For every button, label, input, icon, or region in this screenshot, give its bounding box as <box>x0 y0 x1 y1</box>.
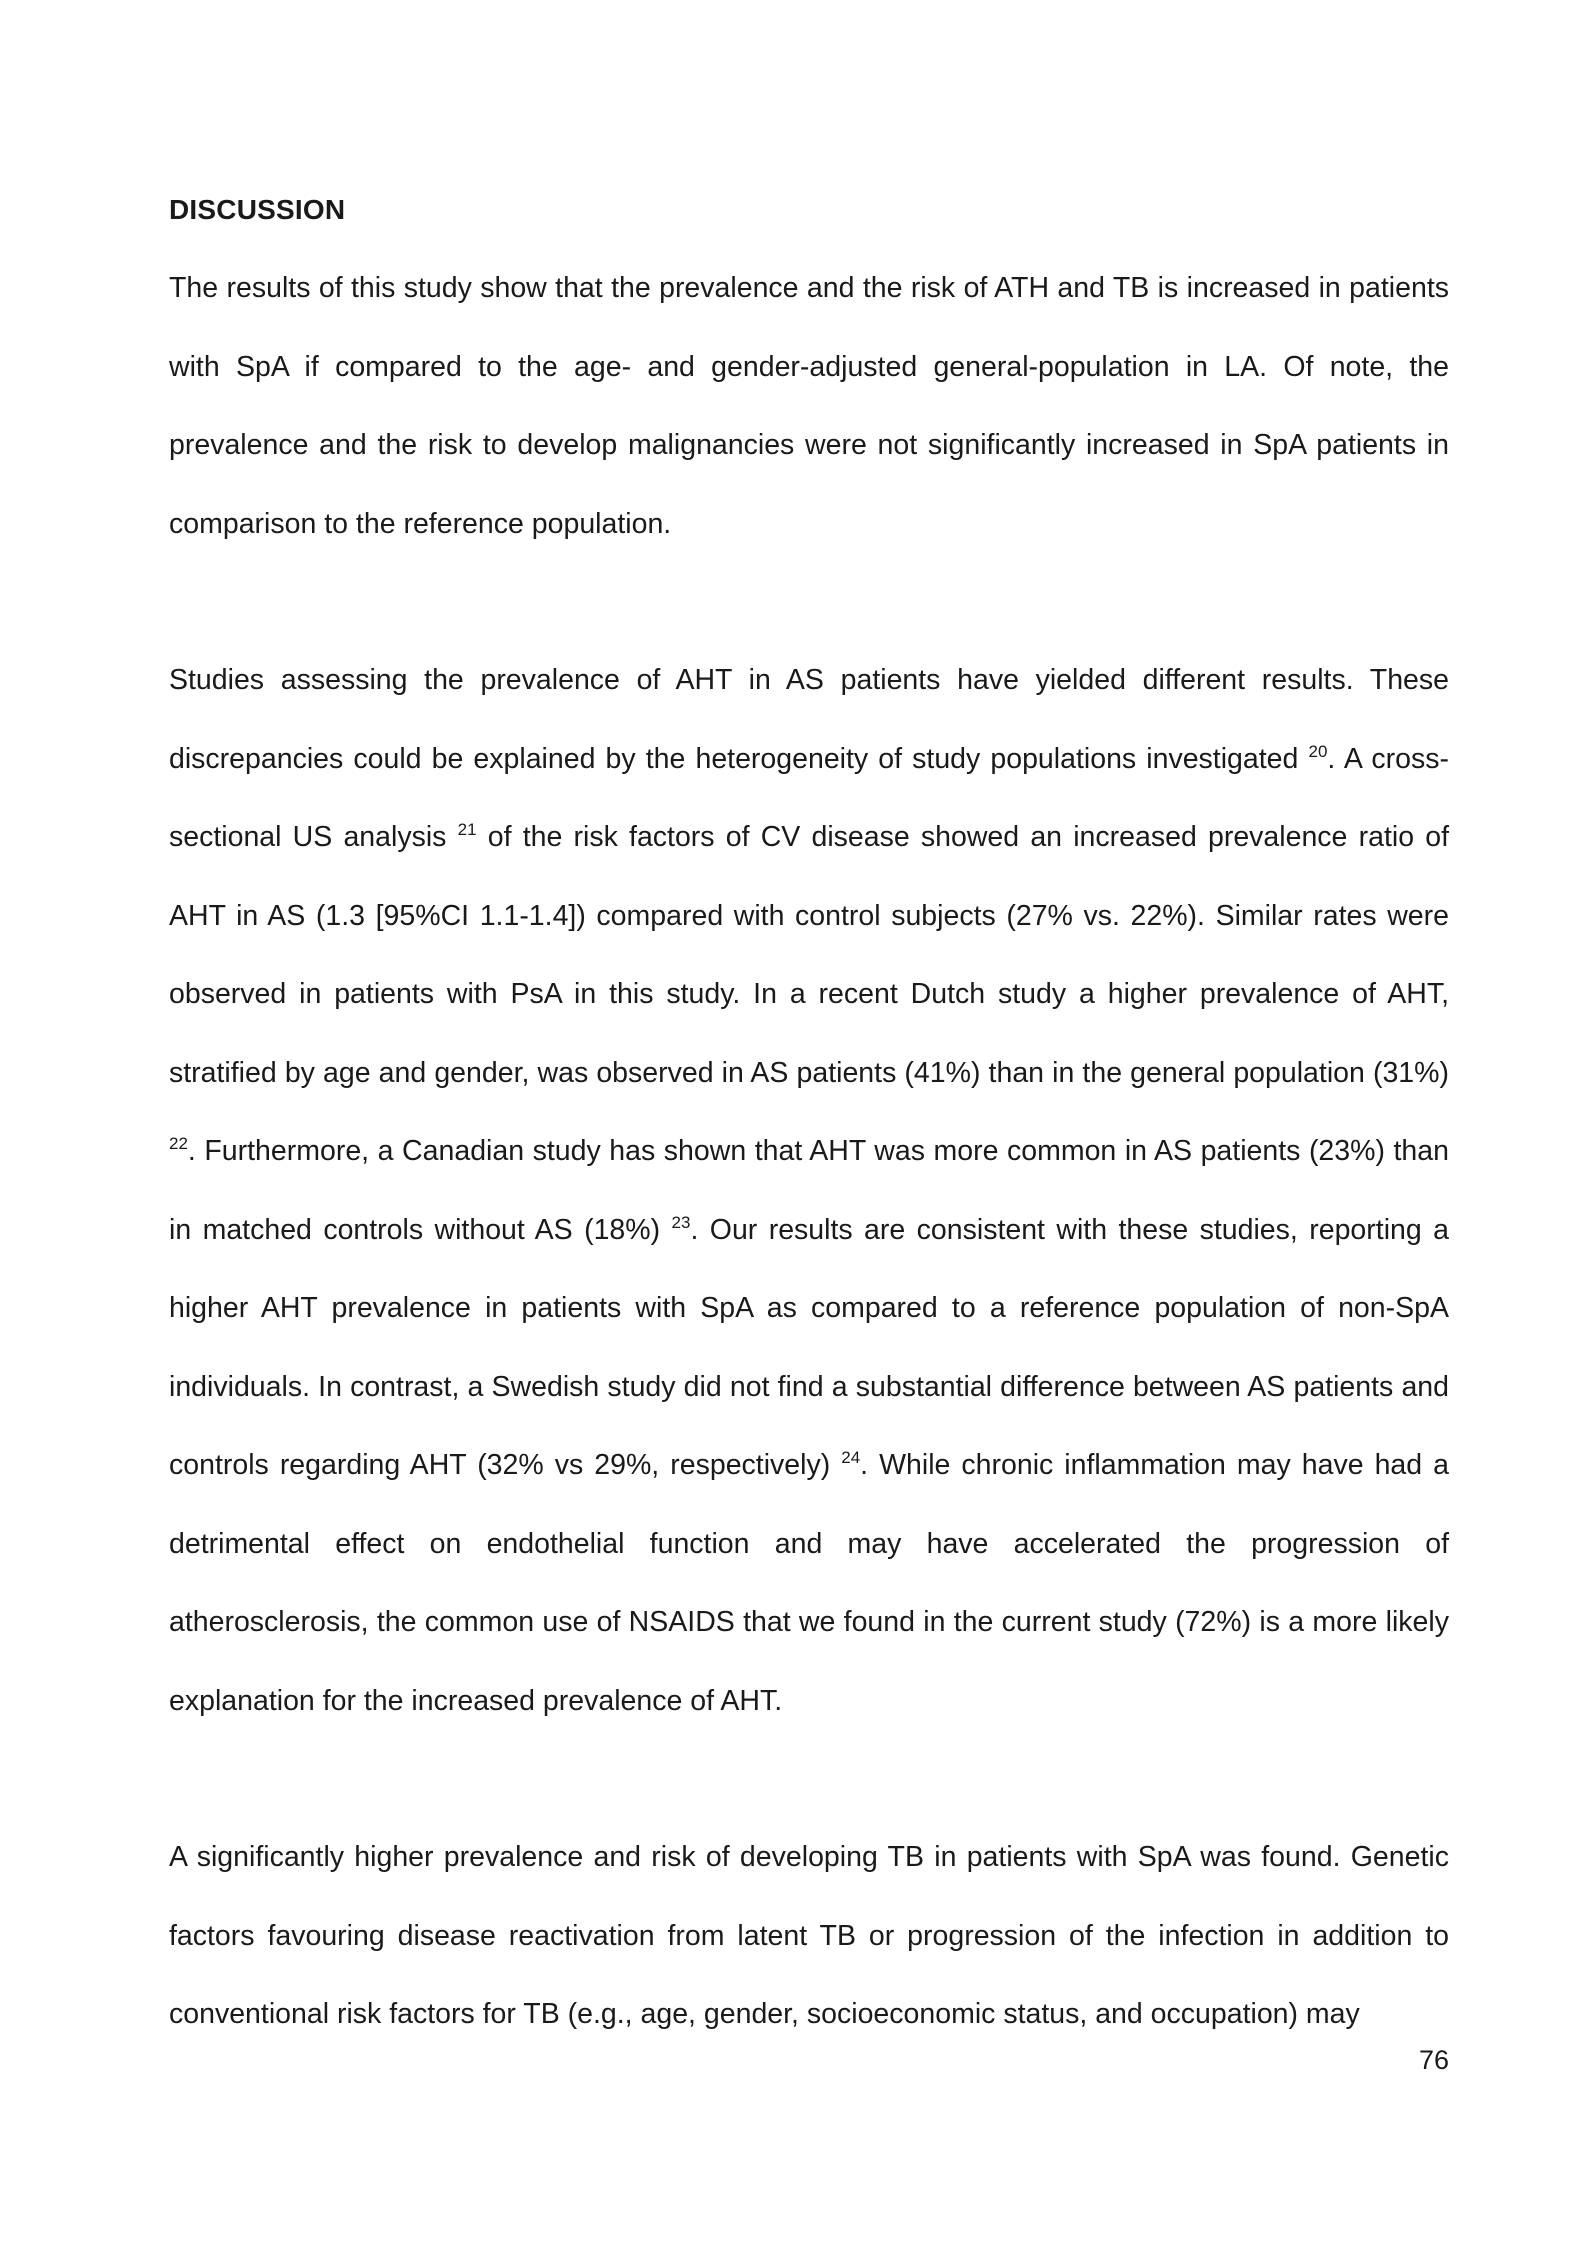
citation-ref: 20 <box>1308 741 1328 761</box>
paragraph-aht-prevalence <box>169 641 1449 1740</box>
page-body <box>169 190 1449 2054</box>
paragraph-text: . Our results are consistent with these studies, reporting a higher AHT prevalence in patients with SpA as compared to a reference population of non-SpA individuals. In contrast, a Swedish study did not find a substantial difference between AS patients and controls regarding AHT (32% vs 29%, respectively) <box>169 1213 1449 1481</box>
citation-ref: 22 <box>169 1134 188 1153</box>
citation-ref: 23 <box>671 1212 691 1232</box>
paragraph-text: of the risk factors of CV disease showed an increased prevalence ratio of AHT in AS (1.3 [95%CI 1.1-1.4]) compared with control subjects (27% vs. 22%). Similar rates were observed in patients with PsA in this study. In a recent Dutch study a higher prevalence of AHT, stratified by age and gender, was observed in AS patients (41%) than in the general population (31%) <box>169 821 1449 1089</box>
paragraph-text: . A cross-sectional US analysis <box>169 742 1450 853</box>
paragraph-text: . Furthermore, a Canadian study has shown that AHT was more common in AS patients (23%) than in matched controls without AS (18%) <box>169 1135 1449 1246</box>
page-number: 76 <box>1418 2045 1449 2075</box>
paragraph-results-summary: The results of this study show that the prevalence and the risk of ATH and TB is increased in patients with SpA if compared to the age- and gender-adjusted general-population in LA. Of note, the prevalence and the risk to develop malignancies were not significantly increased in SpA patients in comparison to the reference population. <box>169 272 1449 540</box>
paragraph-text: Studies assessing the prevalence of AHT in AS patients have yielded different results. These discrepancies could be explained by the heterogeneity of study populations investigated <box>169 664 1449 775</box>
section-heading: DISCUSSION <box>169 194 346 225</box>
paragraph-text: . While chronic inflammation may have had a detrimental effect on endothelial function and may have accelerated the progression of atherosclerosis, the common use of NSAIDS that we found in the current study (72%) is a more likely explanation for the increased prevalence of AHT. <box>169 1449 1449 1717</box>
paragraph-tb-risk: A significantly higher prevalence and risk of developing TB in patients with SpA was found. Genetic factors favouring disease reactivation from latent TB or progression of the infection in addition to conventional risk factors for TB (e.g., age, gender, socioeconomic status, and occupation) may <box>169 1841 1449 2030</box>
citation-ref: 24 <box>841 1448 861 1467</box>
citation-ref: 21 <box>457 820 477 839</box>
